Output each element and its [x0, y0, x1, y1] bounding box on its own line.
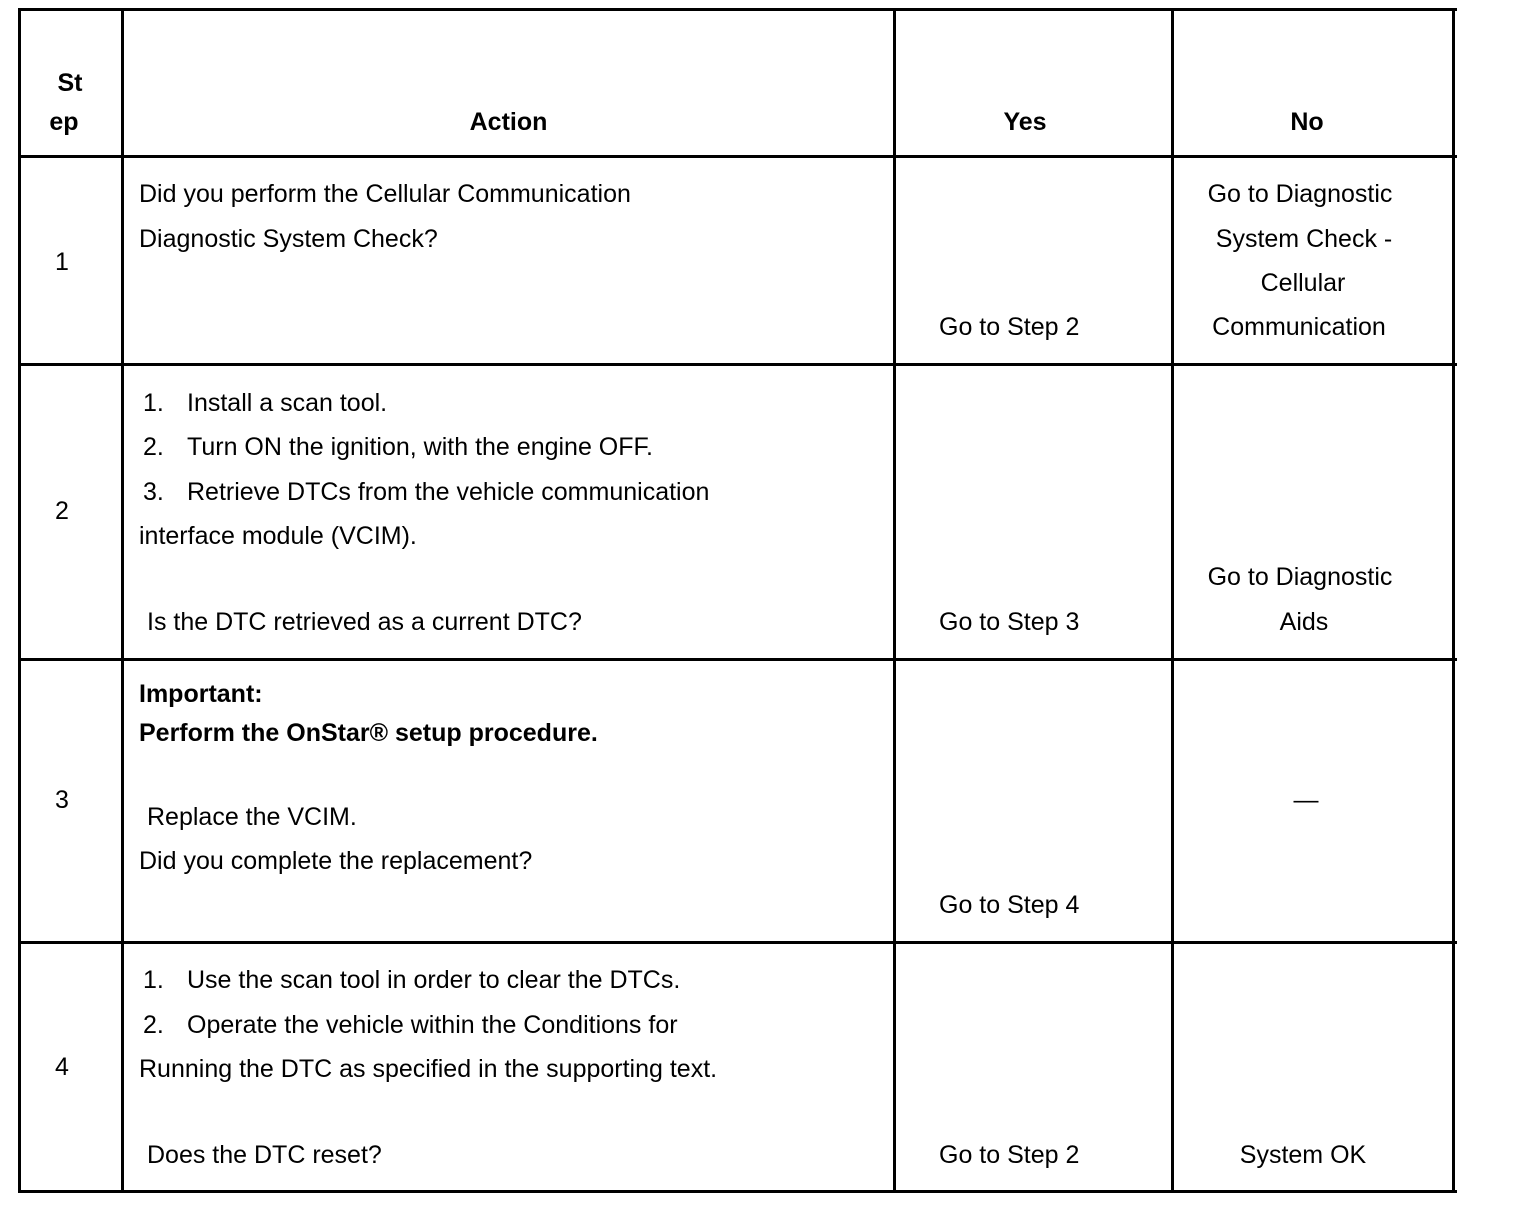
header-divider	[19, 155, 1457, 158]
action-text: Operate the vehicle within the Conditions for	[187, 1011, 678, 1039]
step-number: 3	[55, 786, 69, 814]
action-question: Does the DTC reset?	[147, 1141, 382, 1169]
list-number: 1.	[143, 966, 164, 994]
no-result: Go to Diagnostic	[1207, 563, 1393, 591]
no-result: System Check -	[1215, 225, 1393, 253]
action-text: Install a scan tool.	[187, 389, 388, 417]
action-text: Replace the VCIM.	[147, 803, 357, 831]
no-result: System OK	[1239, 1141, 1367, 1169]
no-result: Cellular	[1260, 269, 1346, 297]
action-text: interface module (VCIM).	[139, 522, 417, 550]
action-text: Retrieve DTCs from the vehicle communication	[187, 478, 710, 506]
table-border-left	[18, 8, 21, 1193]
table-border-right	[1452, 8, 1455, 1193]
no-result: Aids	[1279, 608, 1329, 636]
header-step-line1: St	[57, 69, 83, 97]
action-text: Running the DTC as specified in the supporting text.	[139, 1055, 718, 1083]
list-number: 3.	[143, 478, 164, 506]
table-border-top	[19, 8, 1457, 11]
list-number: 2.	[143, 433, 164, 461]
action-question: Did you complete the replacement?	[139, 847, 533, 875]
yes-result: Go to Step 2	[939, 313, 1080, 341]
no-result: Communication	[1212, 313, 1386, 341]
row-divider-1	[19, 363, 1457, 366]
action-text: Turn ON the ignition, with the engine OFF.	[187, 433, 653, 461]
header-yes: Yes	[1003, 108, 1047, 136]
header-step-line2: ep	[49, 108, 79, 136]
yes-result: Go to Step 3	[939, 608, 1080, 636]
list-number: 1.	[143, 389, 164, 417]
step-number: 2	[55, 497, 69, 525]
no-result: Go to Diagnostic	[1207, 180, 1393, 208]
step-number: 1	[55, 248, 69, 276]
action-text: Did you perform the Cellular Communication	[139, 180, 631, 208]
no-result: —	[1293, 786, 1319, 814]
action-question: Is the DTC retrieved as a current DTC?	[147, 608, 582, 636]
row-divider-2	[19, 658, 1457, 661]
table-border-bottom	[19, 1190, 1457, 1193]
step-number: 4	[55, 1053, 69, 1081]
important-label: Important:	[139, 680, 263, 708]
header-no: No	[1290, 108, 1324, 136]
yes-result: Go to Step 2	[939, 1141, 1080, 1169]
yes-result: Go to Step 4	[939, 891, 1080, 919]
header-action: Action	[469, 108, 548, 136]
list-number: 2.	[143, 1011, 164, 1039]
row-divider-3	[19, 941, 1457, 944]
col-divider-action	[893, 8, 896, 1193]
action-text: Diagnostic System Check?	[139, 225, 438, 253]
col-divider-step	[121, 8, 124, 1193]
action-text: Use the scan tool in order to clear the DTCs.	[187, 966, 681, 994]
important-text: Perform the OnStar® setup procedure.	[139, 719, 598, 747]
